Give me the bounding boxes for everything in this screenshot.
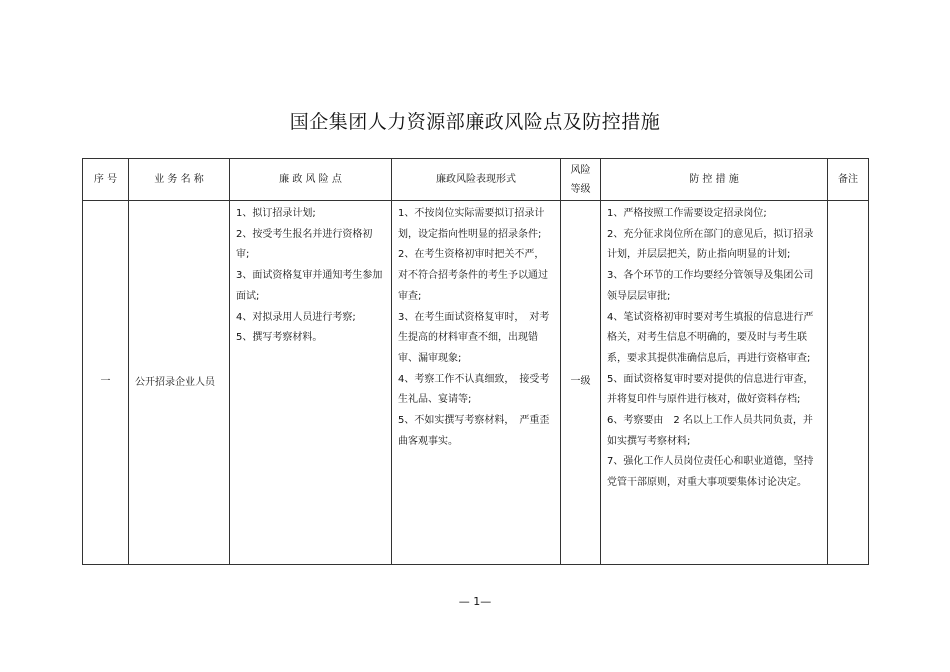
table-row	[83, 201, 869, 565]
risk-table	[82, 158, 869, 565]
header-seq: 序 号	[83, 159, 129, 201]
header-risk-level-line2: 等级	[570, 183, 591, 195]
cell-business: 公开招录企业人员	[129, 201, 230, 565]
cell-risk-level: 一级	[561, 201, 601, 565]
header-risk-points: 廉 政 风 险 点	[230, 159, 392, 201]
header-business: 业 务 名 称	[129, 159, 230, 201]
measure-item: 6、考察要由 2 名以上工作人员共同负责，并如实撰写考察材料;	[607, 415, 813, 447]
risk-point-item: 1、拟订招录计划;	[236, 208, 316, 219]
risk-form-item: 2、在考生资格初审时把关不严，对不符合招考条件的考生予以通过审查;	[398, 249, 548, 302]
document-title: 国企集团人力资源部廉政风险点及防控措施	[289, 111, 661, 133]
measure-item: 2、充分征求岗位所在部门的意见后，拟订招录计划，并层层把关，防止指向明显的计划;	[607, 228, 814, 261]
page-number: — 1—	[458, 595, 492, 608]
risk-point-item: 4、对拟录用人员进行考察; 5、撰写考察材料。	[236, 311, 369, 344]
risk-form-item: 4、考察工作不认真细致， 接受考生礼品、宴请等;	[398, 373, 550, 406]
cell-measures	[601, 201, 828, 565]
measure-item: 4、笔试资格初审时要对考生填报的信息进行严格关，对考生信息不明确的，要及时与考生联系，要求其提供准确信息后，再进行资格审查;	[607, 311, 814, 364]
risk-form-item: 5、不如实撰写考察材料， 严重歪曲客观事实。	[398, 415, 550, 447]
header-remarks: 备注	[828, 159, 869, 201]
risk-point-item: 2、按受考生报名并进行资格初审;	[236, 228, 373, 261]
measure-item: 1、严格按照工作需要设定招录岗位;	[607, 208, 767, 219]
measure-item: 7、强化工作人员岗位责任心和职业道德，坚持党管干部原则，对重大事项要集体讨论决定。	[607, 456, 814, 489]
table-header-row	[83, 159, 869, 201]
cell-risk-points	[230, 201, 392, 565]
header-risk-level-line1: 风险	[570, 164, 591, 176]
measure-item: 3、各个环节的工作均要经分管领导及集团公司领导层层审批;	[607, 270, 814, 302]
measure-item: 5、面试资格复审时要对提供的信息进行审查，并将复印件与原件进行核对，做好资料存档;	[607, 373, 814, 406]
header-risk-forms: 廉政风险表现形式	[392, 159, 561, 201]
cell-risk-forms	[392, 201, 561, 565]
header-measures: 防 控 措 施	[601, 159, 828, 201]
cell-remarks	[828, 201, 869, 565]
header-risk-level	[561, 159, 601, 201]
risk-form-item: 1、不按岗位实际需要拟订招录计划，设定指向性明显的招录条件;	[398, 208, 545, 240]
risk-point-item: 3、面试资格复审并通知考生参加面试;	[236, 270, 383, 302]
cell-seq: 一	[83, 201, 129, 565]
risk-form-item: 3、在考生面试资格复审时， 对考生提高的材料审查不细，出现错审、漏审现象;	[398, 311, 550, 364]
